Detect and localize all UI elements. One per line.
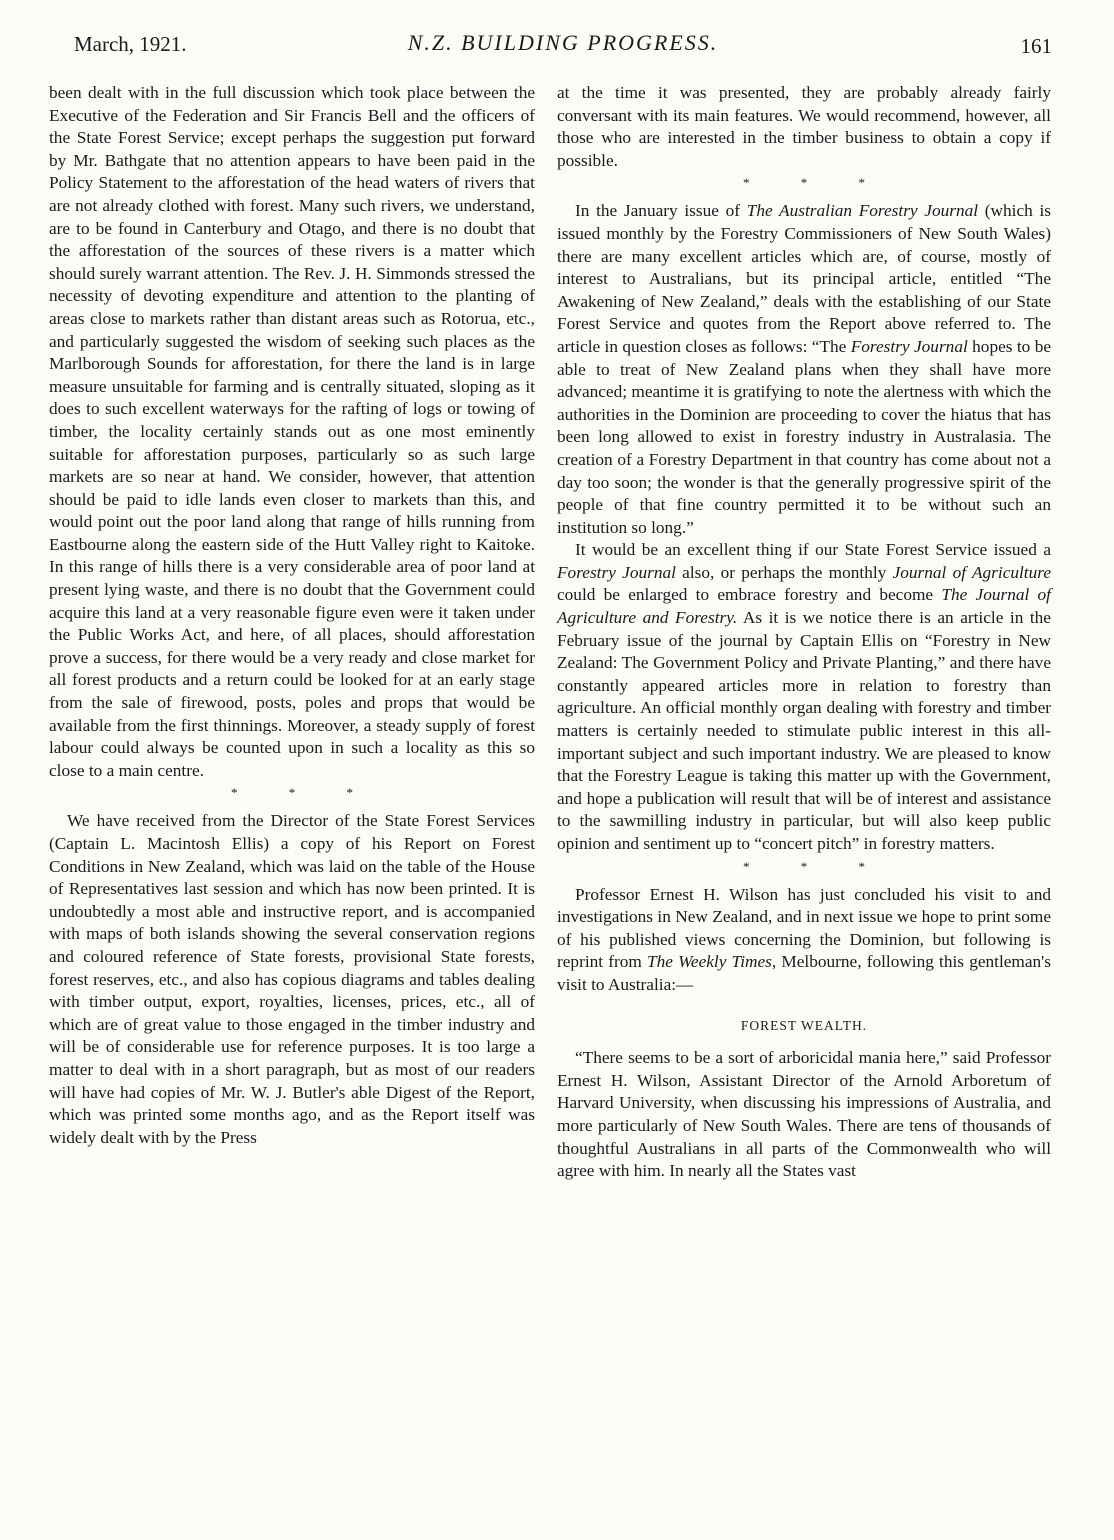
article-subheading: FOREST WEALTH. — [740, 1017, 868, 1033]
paragraph-australian-forestry-journal: In the January issue of The Australian Forestry Journal (which is issued monthly by the Forestry Commissioners of New South Wales) there are many excellent articles which are, of course, mostly of interest to Australians, but its principal article, entitled “The Awakening of New Zealand,” deals with the establishing of our State Forest Service and quotes from the Report above referred to. The article in question closes as follows: “The Forestry Journal hopes to be able to treat of New Zealand plans when they shall have more advanced; meantime it is gratifying to note the alertness with which the authorities in the Dominion are proceeding to cover the hiatus that has been long allowed to exist in forestry industry in Australasia. The creation of a Forestry Department in that country has come about not a day too soon; the wonder is that the generally progressive spirit of the people of that fine country permitted it to be without such an institution so long.” — [557, 201, 1052, 537]
section-separator: * * * — [743, 858, 889, 874]
page-number: 161 — [1020, 34, 1052, 58]
section-separator: * * * — [743, 175, 889, 191]
paragraph-professor-wilson: Professor Ernest H. Wilson has just concluded his visit to and investigations in New Zealand, and in next issue we hope to print some of his published views concerning the Dominion, but following is reprint from The Weekly Times, Melbourne, following this gentleman's visit to Australia:— — [557, 884, 1052, 994]
section-separator: * * * — [231, 785, 377, 801]
right-column — [557, 82, 1051, 1183]
issue-date: March, 1921. — [74, 32, 187, 56]
paragraph-forestry-journal-proposal: It would be an excellent thing if our State Forest Service issued a Forestry Journal also, or perhaps the monthly Journal of Agriculture could be enlarged to embrace forestry and become The Journal of Agriculture and Forestry. As it is we notice there is an article in the February issue of the journal by Captain Ellis on “Forestry in New Zealand: The Government Policy and Private Planting,” and there have constantly appeared articles more in relation to forestry than agriculture. An official monthly organ dealing with forestry and timber matters is certainly needed to stimulate public interest in this all-important subject and such important industry. We are pleased to know that the Forestry League is taking this matter up with the Government, and hope a publication will result that will be of interest and assistance to the sawmilling industry in particular, but will also keep public opinion and sentiment up to “concert pitch” in forestry matters. — [557, 540, 1052, 853]
publication-title: N.Z. BUILDING PROGRESS. — [407, 30, 719, 55]
paragraph-afforestation-discussion: been dealt with in the full discussion which took place between the Executive of the Federation and Sir Francis Bell and the officers of the State Forest Service; except perhaps the suggestion put forward by Mr. Bathgate that no attention appears to have been paid in the Policy Statement to the afforestation of the head waters of rivers that are not already clothed with forest. Many such rivers, we understand, are to be found in Canterbury and Otago, and there is no doubt that the afforestation of the sources of these rivers is a matter which should surely warrant attention. The Rev. J. H. Simmonds stressed the necessity of devoting expenditure and attention to the planting of areas close to markets rather than distant areas such as Rotorua, etc., and particularly suggested the wisdom of seeking such places as the Marlborough Sounds for afforestation, for there the land is in large measure unsuitable for farming and is centrally situated, sloping as it does to such excellent waterways for the rafting of logs or towing of timber, the locality certainly stands out as one most eminently suitable for afforestation purposes, particularly so as such large markets are so near at hand. We consider, however, that attention should be paid to idle lands even closer to markets than this, and would point out the poor land along that range of hills running from Eastbourne along the eastern side of the Hutt Valley right to Kaitoke. In this range of hills there is a very considerable area of poor land at present lying waste, and there is no doubt that the Government could acquire this land at a very reasonable figure even were it taken under the Public Works Act, and here, of all places, should afforestation prove a success, for there would be a very ready and close market for all forest products and a return could be looked for at an early stage from the sale of firewood, posts, poles and props that would be available from the first thinnings. Moreover, a steady supply of forest labour could always be counted upon in such a locality as this so close to a main centre. — [49, 83, 535, 780]
paragraph-report-continued: at the time it was presented, they are probably already fairly conversant with its main features. We would recommend, however, all those who are interested in the timber business to obtain a copy if possible. — [557, 83, 1051, 170]
paragraph-forest-report: We have received from the Director of the State Forest Services (Captain L. Macintosh Ellis) a copy of his Report on Forest Conditions in New Zealand, which was laid on the table of the House of Representatives last session and which has now been printed. It is undoubtedly a most able and instructive report, and is accompanied with maps of both islands showing the several conservation regions and coloured reference of State forests, provisional State forests, forest reserves, etc., and also has copious diagrams and tables dealing with timber output, export, royalties, licenses, prices, etc., all of which are of great value to those engaged in the timber industry and will be of considerable use for reference purposes. It is too large a matter to deal with in a short paragraph, but as most of our readers will have had copies of Mr. W. J. Butler's able Digest of the Report, which was printed some months ago, and as the Report itself was widely dealt with by the Press — [49, 811, 535, 1147]
running-header — [74, 30, 1052, 70]
paragraph-forest-wealth: “There seems to be a sort of arboricidal mania here,” said Professor Ernest H. Wilson, Assistant Director of the Arnold Arboretum of Harvard University, when discussing his impressions of Australia, and more particularly of New South Wales. There are tens of thousands of thoughtful Australians in all parts of the Commonwealth who will agree with him. In nearly all the States vast — [557, 1048, 1051, 1181]
left-column — [49, 82, 535, 1149]
